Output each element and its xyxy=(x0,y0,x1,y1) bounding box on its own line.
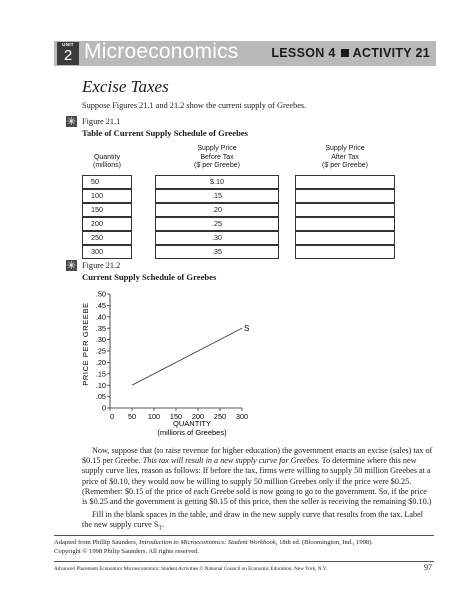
figure-star-icon: ✳ xyxy=(66,115,77,128)
header-line: (millions) xyxy=(93,162,121,169)
x-tick-label: 0 xyxy=(109,412,115,421)
y-axis-label: PRICE PER GREEBE xyxy=(81,302,90,386)
x-tick-label: 300 xyxy=(235,412,249,421)
chart-series xyxy=(132,324,249,385)
table-row xyxy=(82,175,395,189)
source-note xyxy=(54,538,373,547)
table-header-before-tax xyxy=(155,145,279,171)
paragraph-text: To determine where this new supply curve lies, reason as follows: If before the tax, firms were willing to supply 50 million Greebes at a price of $0.10, they would now be willing to supply 50 million Greebes only if the price were $0.25. (Remember: $0.15 of the price of each Greebe sold is now going to go to the government. So, if the price is $0.25 and the government is getting $0.15 of this price, then the seller is receiving the remaining $0.10.) xyxy=(82,456,432,507)
header-line: ($ per Greebe) xyxy=(322,162,368,169)
y-axis-ticks xyxy=(96,290,110,413)
unit-number: 2 xyxy=(63,47,73,64)
header-line: Before Tax xyxy=(200,153,234,161)
x-tick-label: 50 xyxy=(127,412,137,421)
table-row xyxy=(82,189,395,203)
x-tick-label: 250 xyxy=(213,412,227,421)
lesson-activity xyxy=(271,46,430,60)
table-header-after-tax xyxy=(295,145,395,171)
paragraph-emphasis: This tax will result in a new supply curve for Greebes. xyxy=(142,456,320,466)
y-tick-label: .50 xyxy=(95,289,106,299)
series-label: S xyxy=(244,324,250,334)
before-tax-cell: $.10 xyxy=(155,175,279,189)
unit-header-band xyxy=(54,41,436,66)
y-tick-label: .35 xyxy=(95,323,106,333)
y-tick-label: .40 xyxy=(95,312,106,322)
x-tick-label: 200 xyxy=(191,412,205,421)
y-tick-label: .25 xyxy=(95,346,106,356)
chart-axes xyxy=(110,294,242,408)
table-row xyxy=(82,245,395,259)
copyright-note: Copyright © 1998 Philip Saunders. All rights reserved. xyxy=(54,548,200,555)
explanation-paragraph xyxy=(82,446,434,507)
subject-title: Microeconomics xyxy=(84,40,239,63)
paragraph-text: Now, suppose that (to raise revenue for higher education) the government enacts an excise (sales) tax of $0.15 per Greebe. xyxy=(82,446,433,466)
y-tick-label: .05 xyxy=(95,392,106,402)
header-line xyxy=(82,145,132,154)
figure2-title: Current Supply Schedule of Greebes xyxy=(82,272,217,282)
header-line: Supply Price xyxy=(325,145,365,152)
y-tick-label: 0 xyxy=(101,403,106,413)
after-tax-blank xyxy=(295,217,395,231)
unit-word: UNIT xyxy=(62,42,74,47)
x-tick-label: 150 xyxy=(169,412,183,421)
page-title: Excise Taxes xyxy=(82,77,169,96)
page-number: 97 xyxy=(424,563,432,572)
after-tax-blank xyxy=(295,245,395,259)
before-tax-cell: .25 xyxy=(155,217,279,231)
subscript: T xyxy=(158,525,163,532)
after-tax-blank xyxy=(295,231,395,245)
quantity-cell: 250 xyxy=(82,231,132,245)
source-text: , 18th ed. (Bloomington, Ind., 1998). xyxy=(275,539,374,546)
before-tax-cell: .20 xyxy=(155,203,279,217)
square-separator-icon xyxy=(341,49,349,57)
header-line: Supply Price xyxy=(197,145,237,152)
before-tax-cell: .35 xyxy=(155,245,279,259)
y-tick-label: .45 xyxy=(95,301,106,310)
table-row xyxy=(82,203,395,217)
intro-text: Suppose Figures 21.1 and 21.2 show the current supply of Greebes. xyxy=(82,101,307,110)
divider xyxy=(54,535,434,536)
after-tax-blank xyxy=(295,175,395,189)
quantity-cell: 100 xyxy=(82,189,132,203)
x-tick-label: 100 xyxy=(147,412,161,421)
quantity-cell: 50 xyxy=(82,175,132,189)
figure-star-icon: ✳ xyxy=(66,259,77,272)
before-tax-cell: .30 xyxy=(155,231,279,245)
instruction-paragraph xyxy=(82,510,434,534)
y-tick-label: .30 xyxy=(95,335,106,345)
y-tick-label: .20 xyxy=(95,358,106,367)
before-tax-cell: .15 xyxy=(155,189,279,203)
unit-badge xyxy=(57,42,79,65)
quantity-cell: 200 xyxy=(82,217,132,231)
lesson-label: LESSON 4 xyxy=(271,46,336,60)
header-line: ($ per Greebe) xyxy=(194,162,240,169)
after-tax-blank xyxy=(295,203,395,217)
header-line: After Tax xyxy=(331,153,359,161)
figure2-label: Figure 21.2 xyxy=(82,261,121,270)
x-axis-label: QUANTITY xyxy=(173,419,211,428)
y-tick-label: .15 xyxy=(95,369,106,379)
y-tick-label: .10 xyxy=(95,380,106,390)
figure1-title: Table of Current Supply Schedule of Greebes xyxy=(82,128,249,138)
header-line: Quantity xyxy=(93,153,121,161)
supply-chart xyxy=(80,286,260,446)
figure1-label: Figure 21.1 xyxy=(82,117,121,126)
source-text: Adapted from Phillip Saunders, xyxy=(54,539,140,546)
supply-curve-line xyxy=(132,328,242,385)
after-tax-blank xyxy=(295,189,395,203)
quantity-cell: 150 xyxy=(82,203,132,217)
divider xyxy=(54,561,434,562)
source-book-title: Introduction to Microeconomics: Student Workbook xyxy=(139,539,276,546)
quantity-cell: 300 xyxy=(82,245,132,259)
activity-label: ACTIVITY 21 xyxy=(352,46,430,60)
table-row xyxy=(82,231,395,245)
table-row xyxy=(82,217,395,231)
paragraph-text: . xyxy=(162,520,165,530)
x-axis-sublabel: (millions of Greebes) xyxy=(157,428,227,437)
table-header-quantity xyxy=(82,145,132,171)
footer-credit: Advanced Placement Economics Microeconomics: Student Activities © National Council on Economic Education, New York, N.Y. xyxy=(54,566,328,572)
paragraph-text: Fill in the blank spaces in the table, and draw in the new supply curve that results from the tax. Label the new supply curve S xyxy=(82,510,424,530)
